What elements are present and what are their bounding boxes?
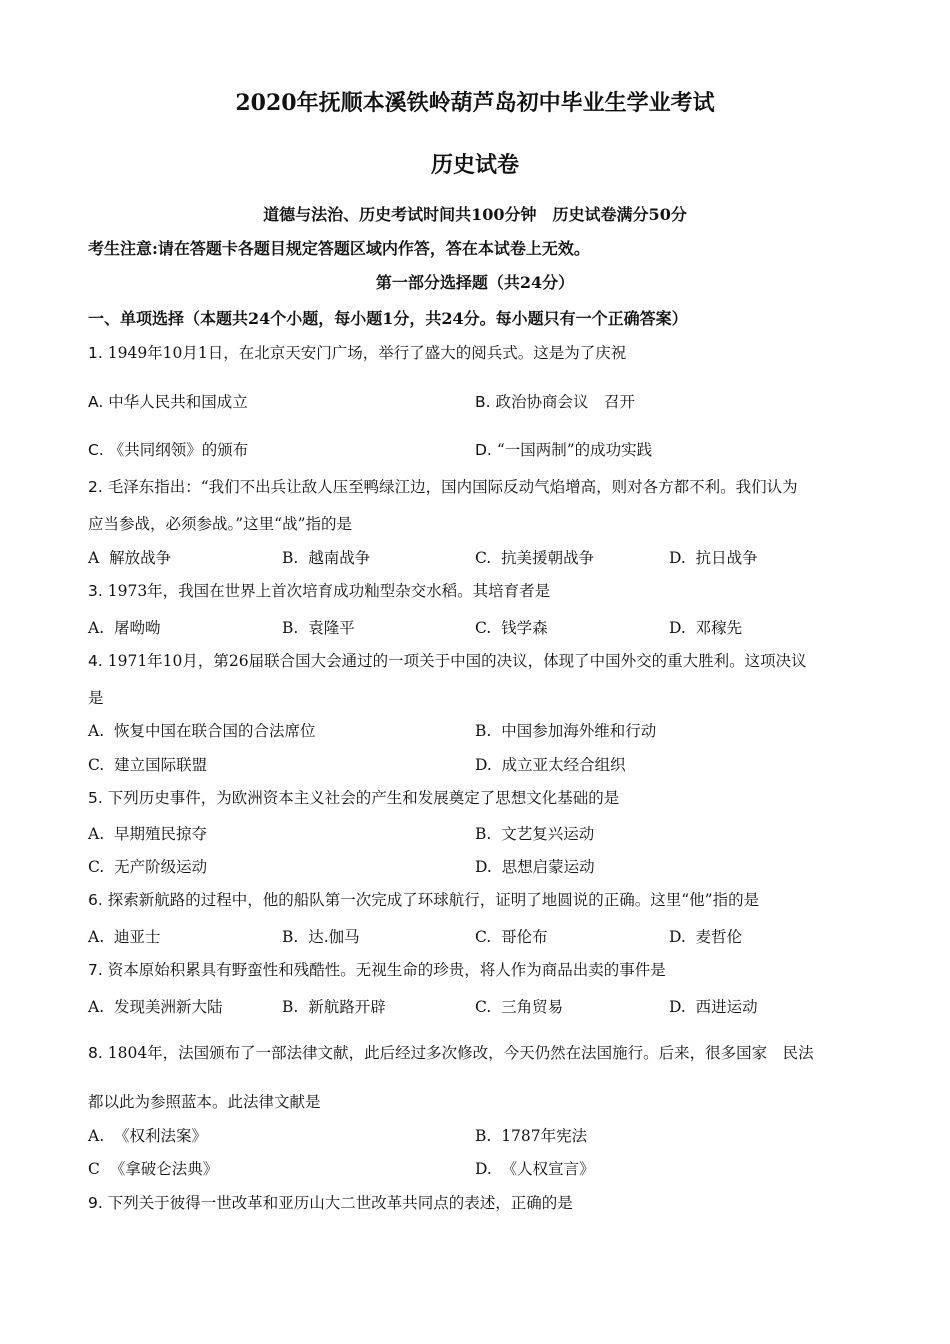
option-a: A. 屠呦呦 [88,619,161,637]
question-stem-cont: 是 [88,689,104,707]
option-c: C 《拿破仑法典》 [88,1160,219,1178]
option-a: A. 迪亚士 [88,928,161,946]
option-b: B. 1787年宪法 [475,1127,588,1145]
option-d: D. 成立亚太经合组织 [475,756,626,774]
option-a: A 解放战争 [88,549,172,567]
exam-notice: 考生注意:请在答题卡各题目规定答题区域内作答，答在本试卷上无效。 [88,239,590,258]
question-stem: 5. 下列历史事件，为欧洲资本主义社会的产生和发展奠定了思想文化基础的是 [88,789,620,807]
option-b: B. 新航路开辟 [282,998,386,1016]
option-c: C. 哥伦布 [475,928,548,946]
option-d: D. “一国两制”的成功实践 [475,441,653,459]
option-c: C. 无产阶级运动 [88,858,208,876]
option-d: D. 西进运动 [669,998,758,1016]
question-stem: 9. 下列关于彼得一世改革和亚历山大二世改革共同点的表述，正确的是 [88,1194,573,1212]
option-c: C. 抗美援朝战争 [475,549,595,567]
question-stem: 3. 1973年，我国在世界上首次培育成功籼型杂交水稻。其培育者是 [88,582,551,600]
option-b: B. 中国参加海外维和行动 [475,722,657,740]
option-d: D. 抗日战争 [669,549,758,567]
option-a: A. 早期殖民掠夺 [88,825,207,843]
question-stem-cont: 都以此为参照蓝本。此法律文献是 [88,1093,321,1111]
option-b: B. 文艺复兴运动 [475,825,595,843]
option-c: C. 建立国际联盟 [88,756,208,774]
option-d: D. 《人权宣言》 [475,1160,595,1178]
option-a: A. 发现美洲新大陆 [88,998,223,1016]
question-stem: 7. 资本原始积累具有野蛮性和残酷性。无视生命的珍贵，将人作为商品出卖的事件是 [88,961,666,979]
question-stem: 1. 1949年10月1日，在北京天安门广场，举行了盛大的阅兵式。这是为了庆祝 [88,344,627,362]
question-stem-cont: 应当参战，必须参战。”这里“战”指的是 [88,515,353,533]
option-d: D. 麦哲伦 [669,928,743,946]
time-info: 道德与法治、历史考试时间共100分钟 历史试卷满分50分 [263,205,687,224]
option-c: C. 三角贸易 [475,998,564,1016]
question-stem: 2. 毛泽东指出：“我们不出兵让敌人压至鸭绿江边，国内国际反动气焰增高，则对各方都不利。我们认为 [88,478,798,496]
option-b: B. 袁隆平 [282,619,355,637]
section-title: 一、单项选择（本题共24个小题，每小题1分，共24分。每小题只有一个正确答案） [88,309,688,328]
exam-title: 2020年抚顺本溪铁岭葫芦岛初中毕业生学业考试 [235,90,715,116]
question-stem: 4. 1971年10月，第26届联合国大会通过的一项关于中国的决议，体现了中国外交的重大胜利。这项决议 [88,652,807,670]
option-a: A. 《权利法案》 [88,1127,207,1145]
option-d: D. 邓稼先 [669,619,743,637]
part-title: 第一部分选择题（共24分） [375,273,575,292]
option-c: C. 钱学森 [475,619,548,637]
option-c: C. 《共同纲领》的颁布 [88,441,249,459]
question-stem: 6. 探索新航路的过程中，他的船队第一次完成了环球航行，证明了地圆说的正确。这里“他”指的是 [88,891,760,909]
option-d: D. 思想启蒙运动 [475,858,595,876]
question-stem: 8. 1804年，法国颁布了一部法律文献，此后经过多次修改，今天仍然在法国施行。后来，很多国家 民法 [88,1044,814,1062]
option-b: B. 政治协商会议 召开 [475,393,636,411]
option-a: A. 中华人民共和国成立 [88,393,248,411]
option-b: B. 达.伽马 [282,928,360,946]
option-b: B. 越南战争 [282,549,371,567]
option-a: A. 恢复中国在联合国的合法席位 [88,722,316,740]
exam-subtitle: 历史试卷 [430,152,519,178]
